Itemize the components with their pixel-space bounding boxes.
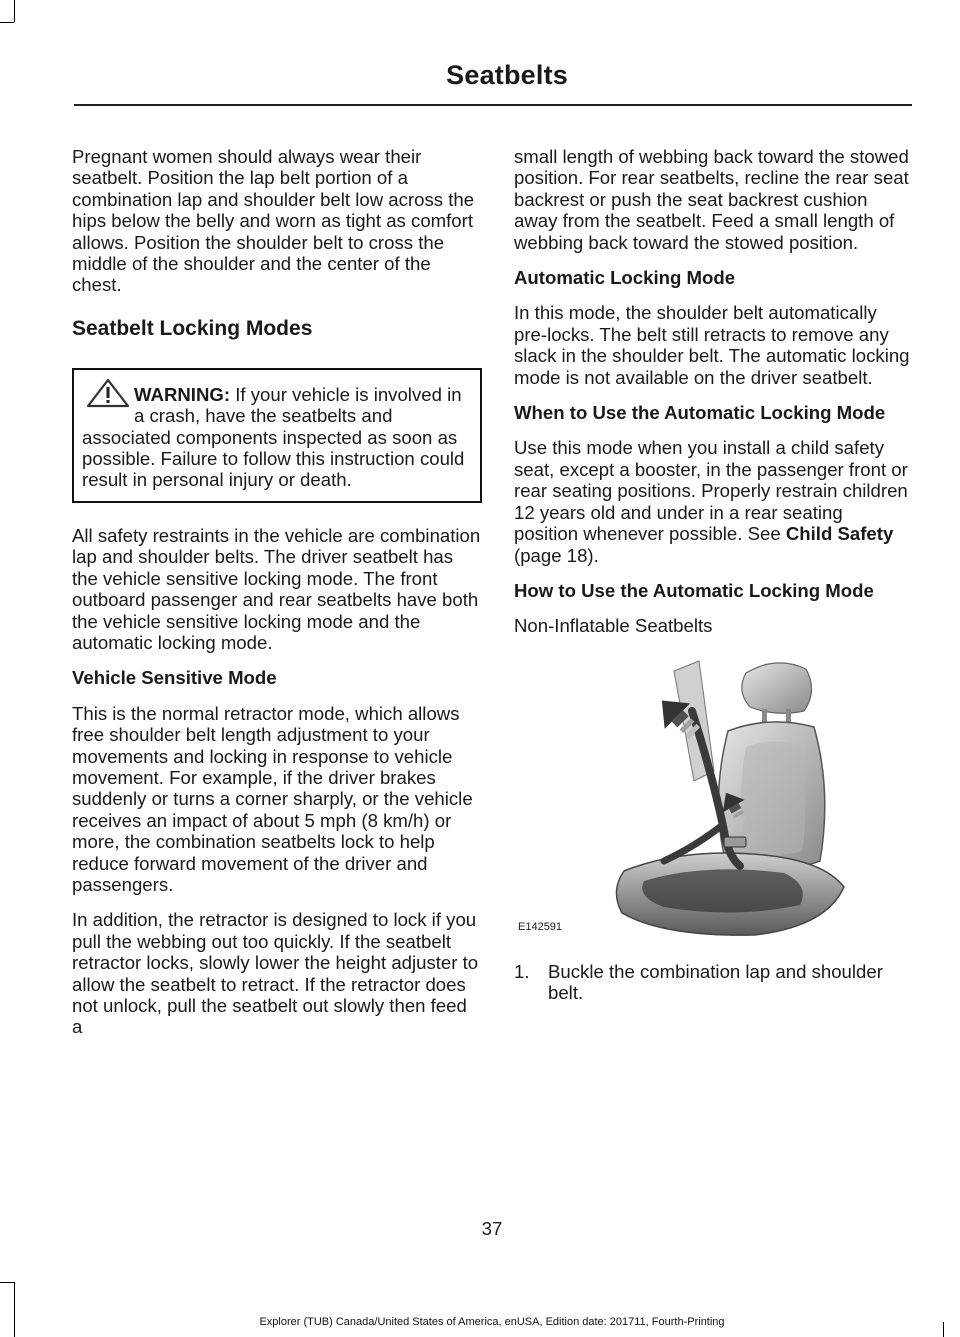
when-to-use-text: Use this mode when you install a child safety seat, except a booster, in the passenger front or rear seating positions. Properly restrain children 12 years old and under in a rear seating position whenever possible. See bbox=[514, 437, 908, 545]
left-column bbox=[72, 146, 482, 1052]
crop-mark bbox=[14, 0, 15, 22]
step-number: 1. bbox=[514, 960, 530, 982]
seat-illustration bbox=[514, 651, 910, 941]
when-to-use-heading: When to Use the Automatic Locking Mode bbox=[514, 402, 886, 424]
right-column bbox=[514, 146, 910, 1004]
crop-mark bbox=[0, 1282, 14, 1283]
when-to-use-paragraph bbox=[514, 437, 910, 565]
list-item bbox=[514, 961, 910, 1004]
section-heading: Seatbelt Locking Modes bbox=[72, 316, 313, 340]
automatic-mode-heading: Automatic Locking Mode bbox=[514, 267, 736, 289]
page-title: Seatbelts bbox=[446, 60, 568, 90]
vehicle-sensitive-heading: Vehicle Sensitive Mode bbox=[72, 667, 277, 689]
intro-paragraph: Pregnant women should always wear their seatbelt. Position the lap belt portion of a combination lap and shoulder belt low across the hips below the belly and worn as tight as comfort allows. Position the shoulder belt to cross the middle of the shoulder and the center of the chest. bbox=[72, 146, 475, 296]
non-inflatable-label: Non-Inflatable Seatbelts bbox=[514, 615, 713, 637]
warning-triangle-icon bbox=[86, 378, 130, 408]
restraints-paragraph: All safety restraints in the vehicle are combination lap and shoulder belts. The driver seatbelt has the vehicle sensitive locking mode. The front outboard passenger and rear seatbelts have both the vehicle sensitive locking mode and the automatic locking mode. bbox=[72, 524, 481, 653]
page-reference: (page 18). bbox=[514, 544, 599, 566]
vehicle-sensitive-paragraph: This is the normal retractor mode, which allows free shoulder belt length adjustment to your movements and locking in response to vehicle movement. For example, if the driver brakes suddenly or turns a corner sharply, or the vehicle receives an impact of about 5 mph (8 km/h) or more, the combination seatbelts lock to help reduce forward movement of the driver and passengers. bbox=[72, 702, 473, 895]
warning-box bbox=[72, 368, 482, 503]
warning-text: If your vehicle is involved in a crash, have the seatbelts and associated components inspected as soon as possible. Failure to follow this instruction could result in personal injury or death. bbox=[82, 383, 465, 491]
page-number: 37 bbox=[481, 1218, 503, 1239]
continued-paragraph: small length of webbing back toward the stowed position. For rear seatbelts, recline the rear seat backrest or push the seat backrest cushion away from the seatbelt. Feed a small length of webbing back toward the stowed position. bbox=[514, 146, 909, 253]
automatic-mode-paragraph: In this mode, the shoulder belt automatically pre-locks. The belt still retracts to remove any slack in the shoulder belt. The automatic locking mode is not available on the driver seatbelt. bbox=[514, 302, 910, 388]
retractor-paragraph: In addition, the retractor is designed to lock if you pull the webbing out too quickly. If the seatbelt retractor locks, slowly lower the height adjuster to allow the seatbelt to retract. If the retractor does not unlock, pull the seatbelt out slowly then feed a bbox=[72, 909, 479, 1038]
crop-mark bbox=[0, 22, 14, 23]
footer-text: Explorer (TUB) Canada/United States of America, enUSA, Edition date: 201711, Fourth-Printing bbox=[259, 1316, 725, 1328]
step-text: Buckle the combination lap and shoulder belt. bbox=[548, 960, 883, 1004]
warning-label: WARNING: bbox=[134, 383, 231, 405]
crop-mark bbox=[14, 1282, 15, 1337]
seatbelt-figure bbox=[514, 651, 910, 941]
figure-code: E142591 bbox=[518, 920, 563, 933]
how-to-use-heading: How to Use the Automatic Locking Mode bbox=[514, 579, 874, 601]
child-safety-link[interactable]: Child Safety bbox=[785, 523, 894, 545]
header-divider bbox=[74, 104, 912, 106]
